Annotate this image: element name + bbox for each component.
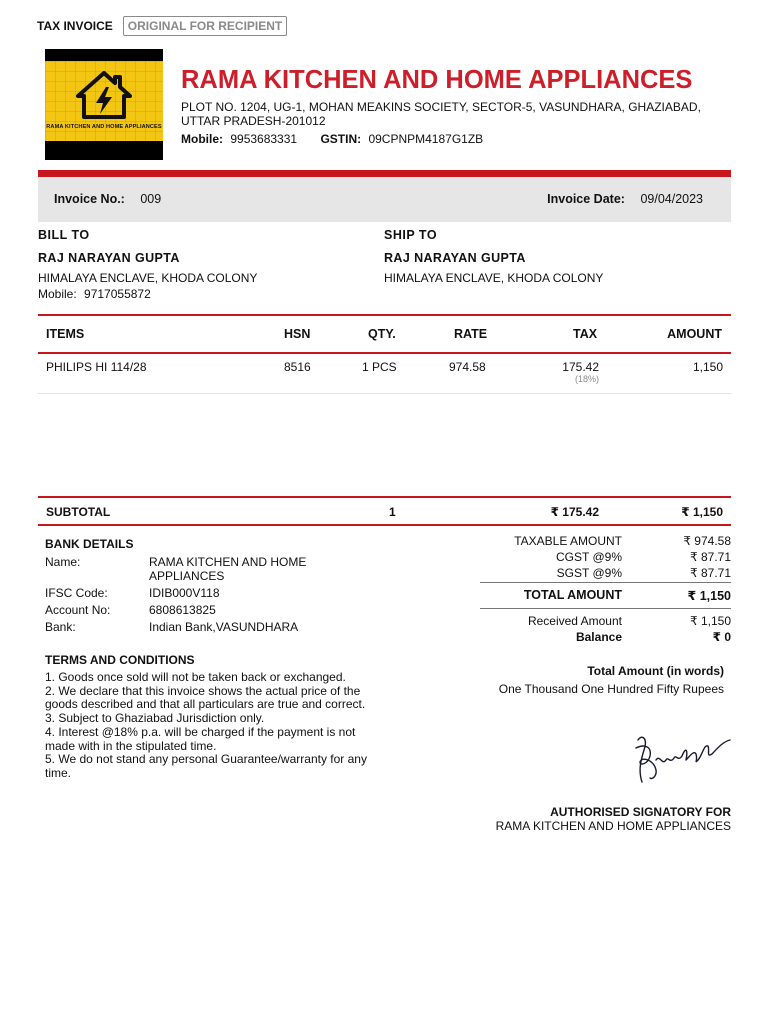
cgst-label: CGST @9%: [556, 550, 622, 564]
item-rate: 974.58: [449, 360, 486, 374]
balance-row: [478, 630, 731, 646]
cgst-row: [478, 550, 731, 566]
col-items: ITEMS: [46, 327, 85, 341]
signatory-company: RAMA KITCHEN AND HOME APPLIANCES: [495, 819, 731, 833]
bill-to-mobile-label: Mobile:: [38, 287, 77, 301]
subtotal-row: [38, 496, 731, 526]
amount-in-words-value: One Thousand One Hundred Fifty Rupees: [498, 682, 724, 696]
ship-to-section: [384, 228, 714, 285]
terms-item: 4. Interest @18% p.a. will be charged if the payment is not made with in the stipulated time.: [45, 724, 356, 753]
terms-item: 5. We do not stand any personal Guarantee/warranty for any time.: [45, 752, 367, 780]
invoice-date-value: 09/04/2023: [640, 192, 703, 206]
received-amount-label: Received Amount: [527, 614, 622, 628]
ship-to-address: HIMALAYA ENCLAVE, KHODA COLONY: [384, 271, 604, 285]
terms-and-conditions: [45, 653, 385, 781]
taxable-amount-row: [478, 534, 731, 550]
bank-field: [45, 555, 385, 583]
ship-to-name: RAJ NARAYAN GUPTA: [384, 251, 526, 265]
mobile-label: Mobile:: [181, 132, 223, 146]
invoice-date: [547, 192, 703, 206]
col-rate: RATE: [454, 327, 488, 341]
terms-item: 1. Goods once sold will not be taken back or exchanged.: [45, 670, 346, 684]
gstin-label: GSTIN:: [320, 132, 362, 146]
bank-field-value: 6808613825: [149, 603, 216, 617]
ship-to-heading: SHIP TO: [384, 228, 438, 242]
bill-to-name: RAJ NARAYAN GUPTA: [38, 251, 180, 265]
terms-list: [45, 671, 385, 781]
company-contact: [181, 132, 483, 146]
items-table-header: [38, 314, 731, 354]
company-name: RAMA KITCHEN AND HOME APPLIANCES: [181, 66, 693, 94]
bank-field: [45, 586, 385, 600]
signature-image: [630, 730, 732, 788]
table-row: [38, 354, 731, 394]
terms-heading: TERMS AND CONDITIONS: [45, 653, 195, 667]
bank-field: [45, 603, 385, 617]
bank-field-value: RAMA KITCHEN AND HOME APPLIANCES: [149, 555, 307, 583]
invoice-number-value: 009: [140, 192, 162, 206]
invoice-date-label: Invoice Date:: [547, 192, 625, 206]
col-tax: TAX: [573, 327, 598, 341]
bank-field-value: Indian Bank,VASUNDHARA: [149, 620, 299, 634]
amount-in-words: [499, 664, 724, 696]
bill-to-section: [38, 228, 368, 301]
company-mobile: 9953683331: [230, 132, 298, 146]
received-amount-row: [478, 614, 731, 630]
balance-label: Balance: [575, 630, 622, 644]
logo-text: RAMA KITCHEN AND HOME APPLIANCES: [46, 124, 162, 130]
bill-to-mobile-value: 9717055872: [84, 287, 151, 301]
terms-item: 2. We declare that this invoice shows the actual price of the goods described and that all particulars are true and correct.: [45, 683, 366, 712]
accent-divider: [38, 170, 731, 177]
bill-to-heading: BILL TO: [38, 228, 90, 242]
taxable-amount-label: TAXABLE AMOUNT: [514, 534, 622, 548]
bank-field-value: IDIB000V118: [149, 586, 220, 600]
taxable-amount-value: ₹ 974.58: [683, 534, 731, 548]
terms-item: 3. Subject to Ghaziabad Jurisdiction only.: [45, 711, 265, 726]
invoice-number: [54, 192, 161, 206]
total-amount-label: TOTAL AMOUNT: [523, 588, 622, 602]
subtotal-label: SUBTOTAL: [46, 505, 111, 519]
house-lightning-icon: [74, 69, 134, 121]
bank-details: [45, 537, 385, 634]
bank-field-label: IFSC Code:: [45, 586, 108, 600]
signatory-label: AUTHORISED SIGNATORY FOR: [550, 805, 731, 819]
company-logo: [45, 49, 163, 160]
bank-field-label: Name:: [45, 555, 81, 569]
company-gstin: 09CPNPM4187G1ZB: [368, 132, 484, 146]
col-amount: AMOUNT: [667, 327, 722, 341]
copy-type-badge: ORIGINAL FOR RECIPIENT: [123, 16, 287, 36]
totals-summary: [478, 534, 731, 646]
subtotal-amount: ₹ 1,150: [681, 505, 723, 519]
bank-field: [45, 620, 385, 634]
document-header: [37, 16, 287, 36]
subtotal-tax: ₹ 175.42: [550, 505, 599, 519]
received-amount-value: ₹ 1,150: [690, 614, 731, 628]
col-qty: QTY.: [368, 327, 396, 341]
item-hsn: 8516: [284, 360, 311, 374]
company-address: PLOT NO. 1204, UG-1, MOHAN MEAKINS SOCIETY, SECTOR-5, VASUNDHARA, GHAZIABAD, UTTAR PRADESH-201012: [181, 100, 701, 128]
item-tax-rate: (18%): [574, 374, 599, 384]
col-hsn: HSN: [284, 327, 311, 341]
totals-divider: [480, 608, 731, 609]
sgst-value: ₹ 87.71: [690, 566, 731, 580]
balance-value: ₹ 0: [712, 630, 731, 644]
total-amount-row: [478, 583, 731, 608]
item-tax: 175.42: [562, 360, 599, 374]
item-qty: 1 PCS: [362, 360, 397, 374]
total-amount-value: ₹ 1,150: [687, 589, 731, 603]
bank-field-label: Bank:: [45, 620, 76, 634]
invoice-meta-band: [38, 177, 731, 222]
bank-field-label: Account No:: [45, 603, 111, 617]
amount-in-words-heading: Total Amount (in words): [587, 664, 724, 678]
cgst-value: ₹ 87.71: [690, 550, 731, 564]
logo-panel: [45, 61, 163, 141]
bill-to-address: HIMALAYA ENCLAVE, KHODA COLONY: [38, 271, 258, 285]
item-amount: 1,150: [692, 360, 723, 374]
subtotal-qty: 1: [389, 505, 396, 519]
bank-details-heading: BANK DETAILS: [45, 537, 134, 551]
item-name: PHILIPS HI 114/28: [46, 360, 147, 374]
sgst-label: SGST @9%: [556, 566, 622, 580]
sgst-row: [478, 566, 731, 582]
invoice-number-label: Invoice No.:: [54, 192, 125, 206]
bill-to-mobile: [38, 287, 368, 301]
document-title: TAX INVOICE: [37, 19, 113, 33]
authorised-signatory: [496, 805, 731, 833]
